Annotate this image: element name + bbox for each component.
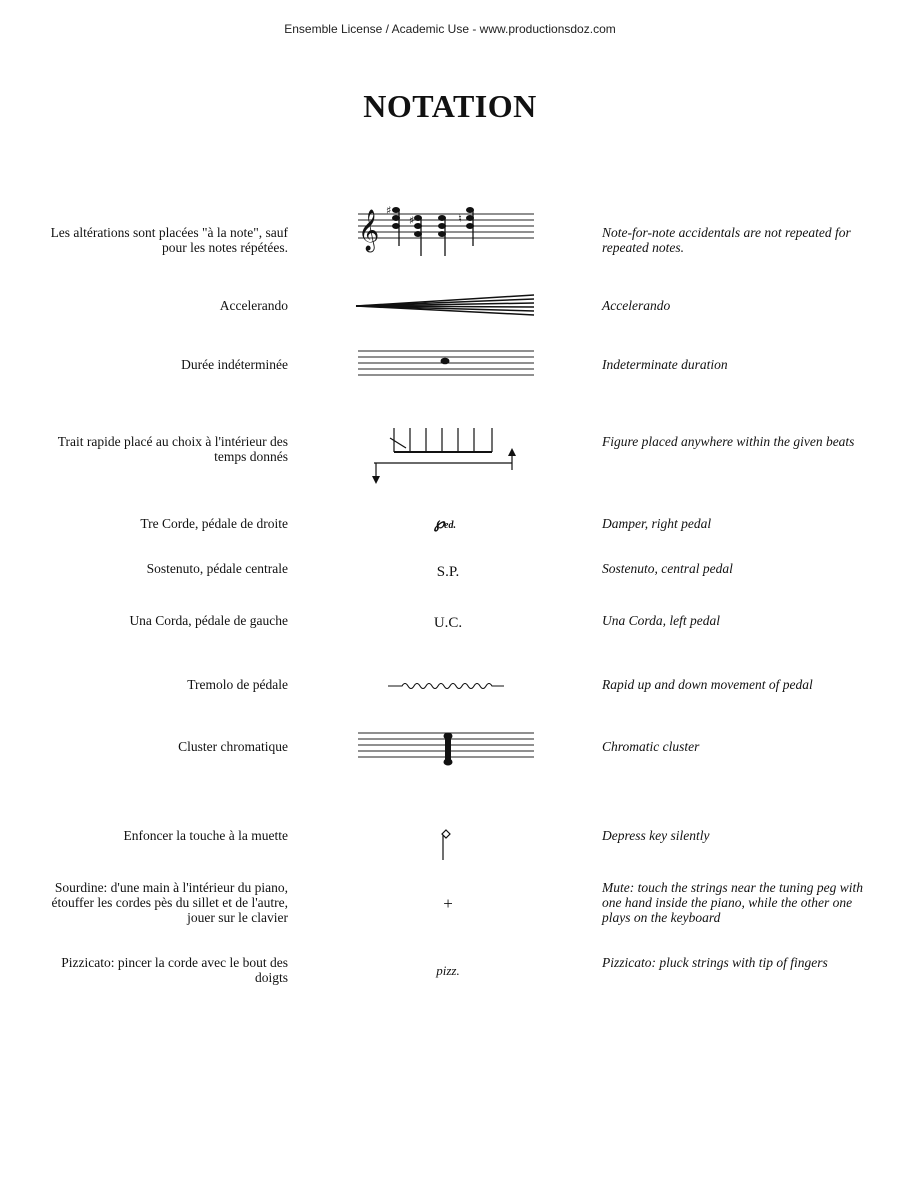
english-description: Una Corda, left pedal [602, 613, 720, 628]
english-description: Sostenuto, central pedal [602, 561, 733, 576]
french-description: Trait rapide placé au choix à l'intérieur des temps donnés [57, 434, 288, 464]
diamond-note-symbol [354, 828, 538, 864]
staff-chords-symbol [354, 200, 538, 262]
french-description: Enfoncer la touche à la muette [123, 828, 288, 843]
svg-text:𝄞: 𝄞 [358, 210, 380, 251]
pizzicato-symbol: pizz. [436, 963, 460, 978]
french-description: Durée indéterminée [181, 357, 288, 372]
french-description: Tre Corde, pédale de droite [140, 516, 288, 531]
ped-mark-symbol [354, 512, 538, 534]
svg-text:♯: ♯ [386, 204, 392, 217]
french-description: Pizzicato: pincer la corde avec le bout des doigts [61, 955, 288, 985]
svg-text:♮: ♮ [458, 212, 462, 225]
english-description: Rapid up and down movement of pedal [602, 677, 813, 692]
license-header: Ensemble License / Academic Use - www.productionsdoz.com [284, 22, 616, 36]
english-description: Pizzicato: pluck strings with tip of fingers [602, 955, 828, 970]
svg-text:♯: ♯ [409, 214, 415, 227]
sostenuto-symbol: S.P. [436, 564, 460, 580]
english-description: Depress key silently [602, 828, 710, 843]
english-description: Indeterminate duration [602, 357, 728, 372]
english-description: Chromatic cluster [602, 739, 700, 754]
staff-single-note-symbol [354, 347, 538, 387]
accelerando-lines-symbol [354, 294, 538, 318]
page-title: NOTATION [363, 88, 537, 124]
rapid-figure-symbol [354, 426, 538, 492]
cluster-symbol [354, 729, 538, 771]
french-description: Sourdine: d'une main à l'intérieur du piano, étouffer les cordes pès du sillet et de l'autre, jouer sur le clavier [51, 880, 288, 925]
french-description: Les altérations sont placées "à la note", sauf pour les notes répétées. [50, 225, 288, 255]
svg-text:℘: ℘ [434, 516, 445, 532]
french-description: Tremolo de pédale [187, 677, 288, 692]
english-description: Figure placed anywhere within the given beats [602, 434, 855, 449]
english-description: Accelerando [602, 298, 671, 313]
french-description: Una Corda, pédale de gauche [129, 613, 288, 628]
mute-symbol: + [443, 894, 453, 913]
una-corda-symbol: U.C. [433, 615, 463, 631]
wavy-line-symbol [354, 677, 538, 693]
svg-text:ed.: ed. [444, 520, 456, 531]
english-description: Note-for-note accidentals are not repeated for repeated notes. [602, 225, 851, 255]
english-description: Damper, right pedal [602, 516, 712, 531]
french-description: Accelerando [219, 298, 288, 313]
english-description: Mute: touch the strings near the tuning peg with one hand inside the piano, while the other one plays on the keyboard [602, 880, 863, 925]
french-description: Cluster chromatique [178, 739, 288, 754]
french-description: Sostenuto, pédale centrale [146, 561, 288, 576]
